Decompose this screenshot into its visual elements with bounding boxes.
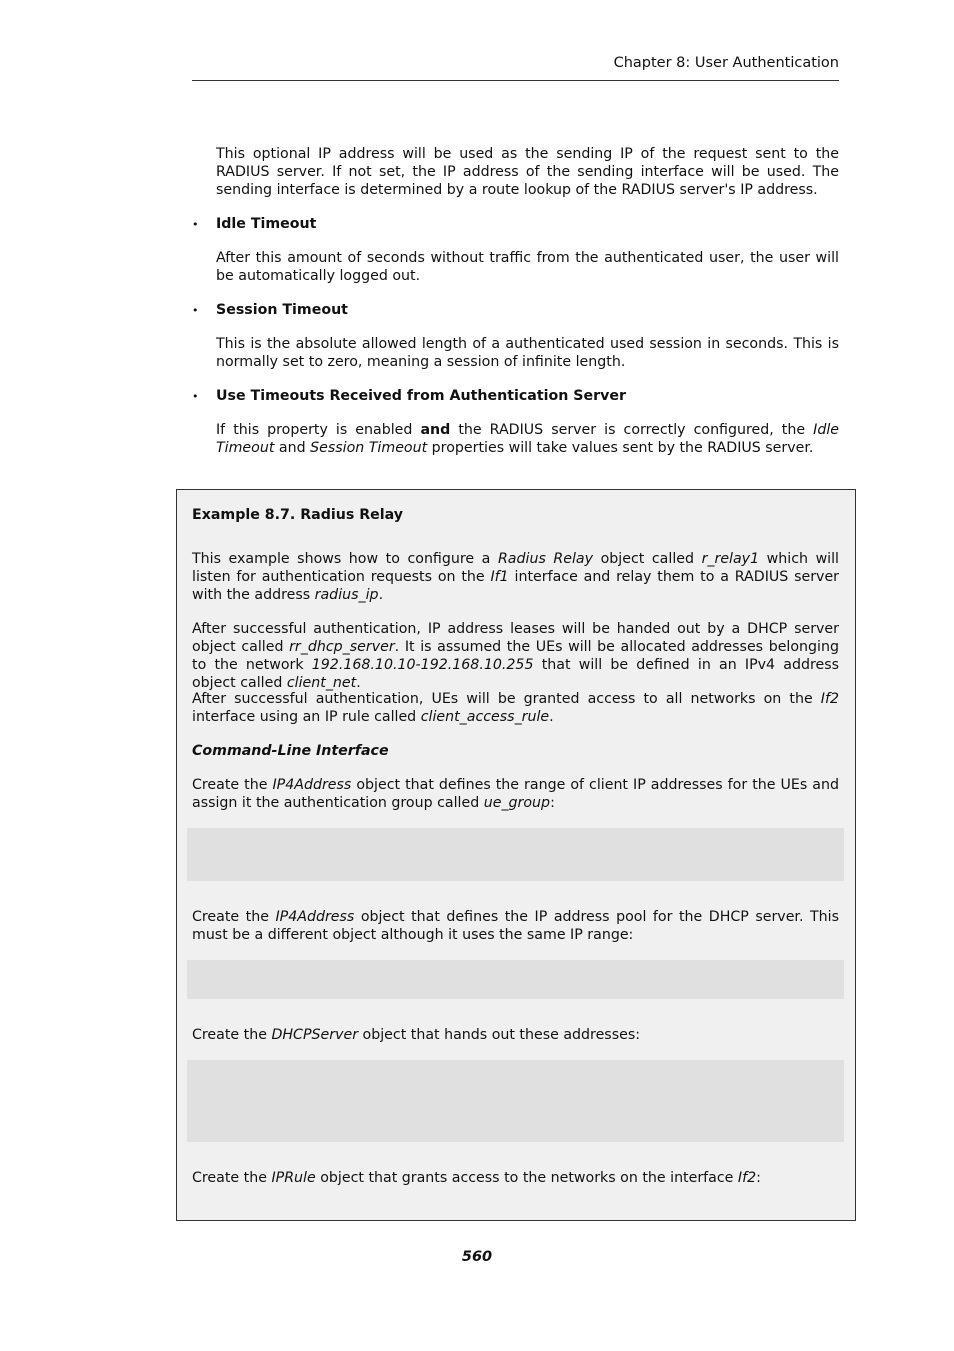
example-paragraph-4: Create the IP4Address object that defines the range of client IP addresses for the UEs and assign it the authentication group called ue_group: <box>192 777 839 811</box>
intro-paragraph: This optional IP address will be used as the sending IP of the request sent to the RADIUS server. If not set, the IP address of the sending interface will be used. The sending interface is determined by a route lookup of the RADIUS server's IP address. <box>216 146 839 198</box>
use-timeouts-text: If this property is enabled and the RADIUS server is correctly configured, the Idle Timeout and Session Timeout properties will take values sent by the RADIUS server. <box>216 422 840 456</box>
chapter-title: Chapter 8: User Authentication <box>613 55 839 71</box>
example-box <box>176 489 856 1221</box>
session-timeout-title: Session Timeout <box>216 302 348 318</box>
code-block <box>187 828 844 881</box>
example-paragraph-6: Create the DHCPServer object that hands out these addresses: <box>192 1027 640 1043</box>
running-header <box>192 54 839 81</box>
idle-timeout-text: After this amount of seconds without traffic from the authenticated user, the user will be automatically logged out. <box>216 250 839 284</box>
example-paragraph-7: Create the IPRule object that grants access to the networks on the interface If2: <box>192 1170 761 1186</box>
cli-heading: Command-Line Interface <box>192 743 389 759</box>
use-timeouts-title: Use Timeouts Received from Authentication Server <box>216 388 626 404</box>
example-paragraph-3: After successful authentication, UEs will be granted access to all networks on the If2 interface using an IP rule called client_access_rule. <box>192 691 839 725</box>
page-number: 560 <box>461 1249 493 1265</box>
example-paragraph-5: Create the IP4Address object that defines the IP address pool for the DHCP server. This must be a different object although it uses the same IP range: <box>192 909 839 943</box>
idle-timeout-title: Idle Timeout <box>216 216 317 232</box>
example-paragraph-2: After successful authentication, IP address leases will be handed out by a DHCP server object called rr_dhcp_server. It is assumed the UEs will be allocated addresses belonging to the network 192.168.10.10-192.168.10.255 that will be defined in an IPv4 address object called client_net. <box>192 621 839 691</box>
session-timeout-text: This is the absolute allowed length of a authenticated used session in seconds. This is normally set to zero, meaning a session of infinite length. <box>216 336 839 370</box>
code-block <box>187 960 844 999</box>
bullet-marker: • <box>192 218 199 231</box>
code-block <box>187 1060 844 1142</box>
bullet-marker: • <box>192 304 199 317</box>
example-paragraph-1: This example shows how to configure a Radius Relay object called r_relay1 which will listen for authentication requests on the If1 interface and relay them to a RADIUS server with the address radius_ip. <box>192 551 840 603</box>
bullet-marker: • <box>192 390 199 403</box>
example-title: Example 8.7. Radius Relay <box>192 507 404 523</box>
